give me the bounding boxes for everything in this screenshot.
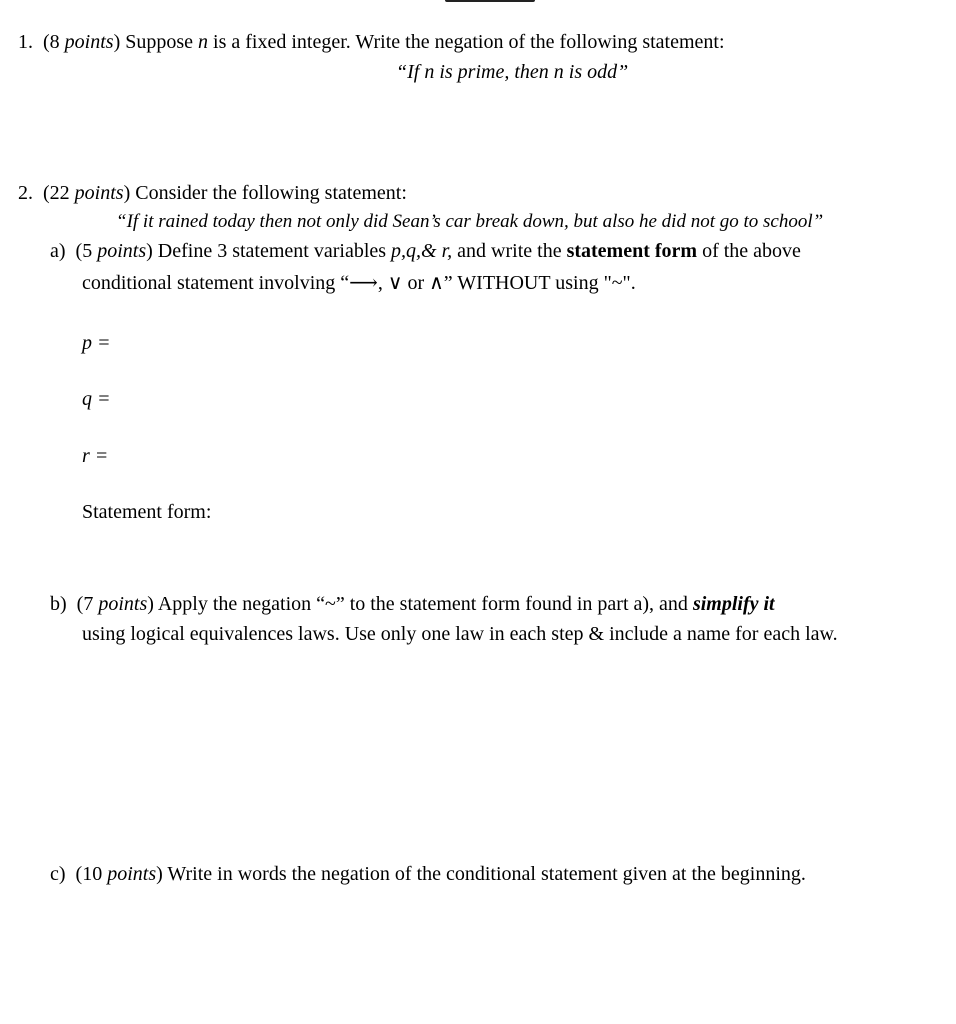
q1-line <box>18 32 725 52</box>
q2a-line1 <box>50 241 801 261</box>
q2a-p-label: p = <box>82 332 111 354</box>
cropped-header-fragment <box>445 0 535 2</box>
q1-var-n: n <box>198 31 209 53</box>
q1-quote: “If n is prime, then n is odd” <box>396 61 629 83</box>
q2c-line1 <box>50 864 806 884</box>
q1-text-a: Suppose <box>120 31 199 53</box>
q2a-text2: and write the <box>452 240 567 262</box>
q2b-line1 <box>50 594 775 614</box>
q2a-line2: conditional statement involving “⟶, ∨ or ∧” WITHOUT using "~". <box>82 272 636 294</box>
q2a-r-label: r = <box>82 445 109 467</box>
q2b-simplify: simplify it <box>692 593 775 615</box>
q2a-points: (5 points) <box>75 240 153 262</box>
q2b-line2: using logical equivalences laws. Use only one law in each step & include a name for each law. <box>82 623 838 645</box>
q2-number: 2. <box>18 182 33 204</box>
q1-text-b: is a fixed integer. Write the negation of the following statement: <box>208 31 725 53</box>
q2a-vars: p,q,& r, <box>391 240 453 262</box>
q2c-label: c) <box>50 863 66 885</box>
q1-number: 1. <box>18 31 33 53</box>
q2c-text1: Write in words the negation of the conditional statement given at the beginning. <box>162 863 806 885</box>
q2b-label: b) <box>50 593 67 615</box>
q2a-text3: of the above <box>697 240 801 262</box>
q2a-q-label: q = <box>82 388 111 410</box>
q2-line <box>18 183 407 203</box>
q2b-points: (7 points) <box>76 593 154 615</box>
q2a-statement-form: Statement form: <box>82 501 212 523</box>
q2-points: (22 points) <box>43 182 131 204</box>
q2a-text1: Define 3 statement variables <box>152 240 392 262</box>
q2c-points: (10 points) <box>75 863 163 885</box>
q2a-label: a) <box>50 240 66 262</box>
q2b-text1: Apply the negation “~” to the statement form found in part a), and <box>153 593 693 615</box>
q1-points: (8 points) <box>43 31 121 53</box>
q2-quote: “If it rained today then not only did Sean’s car break down, but also he did not go to school” <box>116 211 824 232</box>
q2a-bold-statement-form: statement form <box>566 240 698 262</box>
q2-intro: Consider the following statement: <box>130 182 407 204</box>
